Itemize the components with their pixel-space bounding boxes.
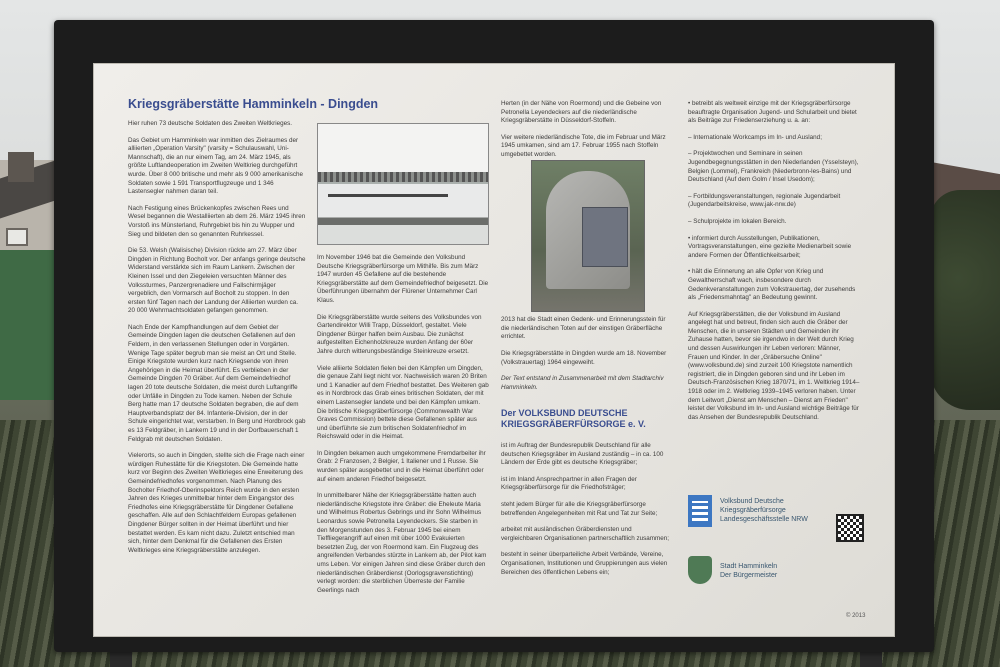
text-column-1 (128, 120, 306, 563)
paragraph: In unmittelbarer Nähe der Kriegsgräberstätte hatten auch niederländische Kriegstote ihre Gräber: die Eheleute Maria und Wilhelmus Robertus Gebrings und ihr Sohn Wilhelmus Leonardus sowie Petronella Leyendeckers. Sie starben in den Morgenstunden des 3. Februar 1945 bei einem Tieffliegerangriff auf einen mit über 1000 Evakuierten besetzten Zug, der von Roermond kam. Ein Flugzeug des angreifenden Verbandes stürzte in Lankern ab, der Pilot kam ums Leben. Vor einigen Jahren sind diese Gräber durch den niederländischen Gräberdienst (Oorlogsgravenstichting) verlegt worden: die sterblichen Überreste der Familie Geerlings nach (317, 492, 487, 594)
paragraph: Hier ruhen 73 deutsche Soldaten des Zweiten Weltkrieges. (128, 120, 293, 127)
logo-line: Der Bürgermeister (720, 572, 778, 579)
memorial-plaque (582, 207, 628, 267)
paragraph: Vier weitere niederländische Tote, die im Februar und März 1945 umkamen, sind am 17. Februar 1955 nach Stoffeln umgebettet worden. (501, 133, 666, 158)
copyright: © 2013 (846, 613, 866, 619)
volksbund-logo-icon (688, 495, 712, 527)
paragraph: Nach Ende der Kampfhandlungen auf dem Gebiet der Gemeinde Dingden lagen die deutschen Gefallenen auf den Feldern, in den verlassenen Stellungen oder in Vorgärten. Wenige Tage später begrub man sie meist an Ort und Stelle. Einige Kriegstote wurden kurz nach Kriegsende von ihren Angehörigen in die Heimat überführt. Es verblieben in der Gemeinde Dingden 70 Gräber. Auf dem Gemeindefriedhof lagen 20 tote deutsche Soldaten, die meist durch Luftangriffe oder Unfälle in Dingden zu Tode kamen. Neben der Schule Berg hatte man 17 deutsche Soldaten begraben, die auf dem Hauptverbandsplatz der 84. Infanterie-Division, der in der Schule eingerichtet war, verstarben. In Berg und Hordbrock gab es 13 Feldgräber, in Lankern 19 und in der Dorfbauerschaft 1 Feldgrab mit deutschen Soldaten. (128, 323, 306, 443)
logo-line: Volksbund Deutsche (720, 498, 784, 505)
photo-fence (328, 194, 448, 197)
photo-hedge (318, 172, 488, 182)
memorial-stone (546, 171, 630, 289)
list-item: ist im Auftrag der Bundesrepublik Deutschland für alle deutschen Kriegsgräber im Ausland zuständig – in ca. 100 Ländern der Erde gibt es deutsche Kriegsgräber; (501, 442, 664, 467)
paragraph: Die Kriegsgräberstätte wurde seitens des Volksbundes von Gartendirektor Willi Trapp, Düsseldorf, gestaltet. Viele Dingdener Bürger halfen beim Ausbau. Die zunächst aufgestellten Eichenholzkreuze wurden Anfang der 60er Jahre durch witterungsbeständige Steinkreuze ersetzt. (317, 313, 482, 355)
paragraph: Auf Kriegsgräberstätten, die der Volksbund im Ausland angelegt hat und betreut, finden sich auch die Gräber der Menschen, die in unseren Städten und Gemeinden ihr Zuhause hatten, bevor sie irgendwo in der Welt durch Krieg und dessen Auswirkungen ihr Leben verloren: Männer, Frauen und Kinder. In der „Gräbersuche Online" (www.volksbund.de) sind zurzeit 100 Kriegstote namentlich registriert, die in Dingden geboren sind und ihr Leben im Deutsch-Französischen Krieg 1870/71, im 1. Weltkrieg 1914–1918 oder im 2. Weltkrieg 1939–1945 verloren haben. Unter dem Leitwort „Dienst am Menschen – Dienst am Frieden" leistet der Volksbund im In- und Ausland wichtige Beiträge für das Ansehen der Bundesrepublik Deutschland. (688, 310, 860, 421)
list-item: – Schulprojekte im lokalen Bereich. (688, 217, 787, 225)
info-board-frame (54, 20, 934, 652)
list-item: – Projektwochen und Seminare in seinen Jugendbegegnungsstätten in den Niederlanden (Ysselsteyn), Belgien (Lommel), Frankreich (Niederbronn-les-Bains) und Deutschland (Auf dem Golm / Insel Usedom); (688, 150, 859, 184)
info-board-panel (93, 63, 895, 637)
paragraph: Der Text entstand in Zusammenarbeit mit dem Stadtarchiv Hamminkeln. (501, 375, 664, 391)
list-item: ist im Inland Ansprechpartner in allen Fragen der Kriegsgräberfürsorge für die Friedhofsträger; (501, 475, 637, 492)
paragraph: Die Kriegsgräberstätte in Dingden wurde am 18. November (Volkstrauertag) 1964 eingeweiht. (501, 350, 667, 366)
text-column-3-lower (501, 350, 673, 400)
paragraph: Herten (in der Nähe von Roermond) und die Gebeine von Petronella Leyendeckers auf die niederländische Kriegsgräberstätte in Düsseldorf-Stoffeln. (501, 100, 662, 125)
city-coat-of-arms-icon (688, 556, 712, 584)
text-column-3 (501, 100, 673, 168)
paragraph: • betreibt als weltweit einzige mit der Kriegsgräberfürsorge beauftragte Organisation Jugend- und Schularbeit und bietet als Beiträge zur Friedenserziehung u. a. an: (688, 100, 857, 125)
volksbund-heading: Der VOLKSBUND DEUTSCHE KRIEGSGRÄBERFÜRSORGE e. V. (501, 408, 646, 429)
paragraph: Die 53. Welsh (Walisische) Division rückte am 27. März über Dingden in Richtung Bocholt vor. Der anfangs geringe deutsche Widerstand verstärkte sich im Raum Lankern. Zwischen der Kleinen Issel und den Ziegeleien versuchten Männer des Volkssturmes, Panzergrenadiere und Fallschirmjäger vergeblich, den Vormarsch auf Bocholt zu stoppen. In den ersten fünf Tagen nach der Landung der Alliierten wurden ca. 20 000 Wehrmachtsoldaten gefangen genommen. (128, 247, 306, 315)
photo-caption: 2013 hat die Stadt einen Gedenk- und Erinnerungsstein für die niederländischen Toten auf der einstigen Gräberfläche errichtet. (501, 316, 666, 341)
logo-line: Landesgeschäftsstelle NRW (720, 516, 808, 523)
green-utility-cabinet (0, 250, 62, 400)
board-title: Kriegsgräberstätte Hamminkeln - Dingden (128, 97, 379, 111)
paragraph: Vielerorts, so auch in Dingden, stellte sich die Frage nach einer würdigen Ruhestätte für die Kriegstoten. Die Gemeinde hatte kurz vor Beginn des Zweiten Weltkrieges eine Erweiterung des Gemeindefriedhofes vorgenommen. Nach Planung des Bocholter Friedhof-Oberinspektors Reich wurde in den ersten Jahren des Krieges unmittelbar hinter dem Eingangstor des Friedhofes eine Kriegsgräberstätte für Dingdener Gefallene geschaffen. Alle auf den Schlachtfeldern Europas gefallenen Dingdener Bürger sollten in der Heimat überführt und hier bestattet werden. Es kam nicht dazu. Zuletzt entschied man sich, hinter dem Denkmal für die Gefallenen des Ersten Weltkrieges eine Kriegsgräberstätte anzulegen. (128, 452, 305, 554)
logo-line: Stadt Hamminkeln (720, 563, 778, 570)
list-item: – Fortbildungsveranstaltungen, regionale Jugendarbeit (Jugendarbeitskreise, www.jak-nrw.de) (688, 192, 841, 209)
tree-right (930, 190, 1000, 410)
historic-cemetery-photo (317, 123, 489, 245)
paragraph: Viele alliierte Soldaten fielen bei den Kämpfen um Dingden, die genaue Zahl liegt nicht vor. Nachweislich waren 20 Briten und 1 Kanadier auf dem Friedhof bestattet. Des Weiteren gab es in Nordbrock das Grab eines britischen Soldaten, der mit einem Lastensegler landete und bei den Kämpfen umkam. Die britische Kriegsgräberfürsorge (Commonwealth War Graves Commission) bettete diese Gefallenen später aus und überführte sie zum britischen Soldatenfriedhof im Reichswald oder in die Heimat. (317, 364, 489, 441)
qr-code-icon (836, 514, 864, 542)
list-item: besteht in seiner überparteiliche Arbeit Verbände, Vereine, Organisationen, Institutionen und Gruppierungen aus vielen Bereichen des öffentlichen Lebens ein; (501, 551, 668, 576)
text-column-4 (688, 100, 860, 430)
paragraph: Im November 1946 bat die Gemeinde den Volksbund Deutsche Kriegsgräberfürsorge um Mithilfe. Bis zum März 1947 wurden 45 Gefallene auf die bestehende Kriegsgräberstätte auf dem Gemeindefriedhof beigesetzt. Die Überführungen übernahm der Flürener Unternehmer Carl Klaus. (317, 254, 489, 304)
paragraph: In Dingden bekamen auch umgekommene Fremdarbeiter ihr Grab: 2 Franzosen, 2 Belgier, 1 Italiener und 1 Russe. Sie wurden später ausgebettet und in die Heimat überführt oder auf einem anderen Friedhof beigesetzt. (317, 449, 486, 483)
paragraph: • informiert durch Ausstellungen, Publikationen, Vortragsveranstaltungen, eine gezielte Medienarbeit sowie andere Formen der Öffentlichkeitsarbeit; (688, 234, 852, 259)
volksbund-list (501, 442, 673, 585)
city-logo-text (720, 562, 777, 580)
list-item: steht jedem Bürger für alle die Kriegsgräberfürsorge betreffenden Angelegenheiten mit Rat und Tat zur Seite; (501, 500, 658, 517)
paragraph: Nach Festigung eines Brückenkopfes zwischen Rees und Wesel begannen die Westalliierten ab dem 26. März 1945 ihren Vorstoß ins Münsterland, Ruhrgebiet bis hin zu Wupper und Sieg und bildeten den so genannten Ruhrkessel. (128, 204, 306, 238)
house-window (6, 228, 28, 246)
paragraph: • hält die Erinnerung an alle Opfer von Krieg und Gewaltherrschaft wach, insbesondere durch Gedenkveranstaltungen zum Volkstrauertag, der zusehends als „Friedensmahntag" an Bedeutung gewinnt. (688, 268, 856, 302)
volksbund-logo-text (720, 497, 808, 524)
chimney (8, 152, 34, 182)
memorial-stone-photo (531, 160, 645, 312)
list-item: – Internationale Workcamps im In- und Ausland; (688, 133, 822, 141)
logo-line: Kriegsgräberfürsorge (720, 507, 786, 514)
paragraph: Das Gebiet um Hamminkeln war inmitten des Zielraumes der alliierten „Operation Varsity" (varsity = Schulauswahl, Uni-Mannschaft), die an nur einem Tag, am 24. März 1945, als größte Luftlandeoperation im Zweiten Weltkrieg durchgeführt wurde. Über 8 000 britische und mehr als 9 000 amerikanische Soldaten sowie 1 591 Transportflugzeuge und 1 346 Lastensegler nahmen daran teil. (128, 136, 304, 196)
list-item: arbeitet mit ausländischen Gräberdiensten und vergleichbaren Organisationen partnerschaftlich zusammen; (501, 526, 670, 542)
text-column-2 (317, 254, 489, 603)
